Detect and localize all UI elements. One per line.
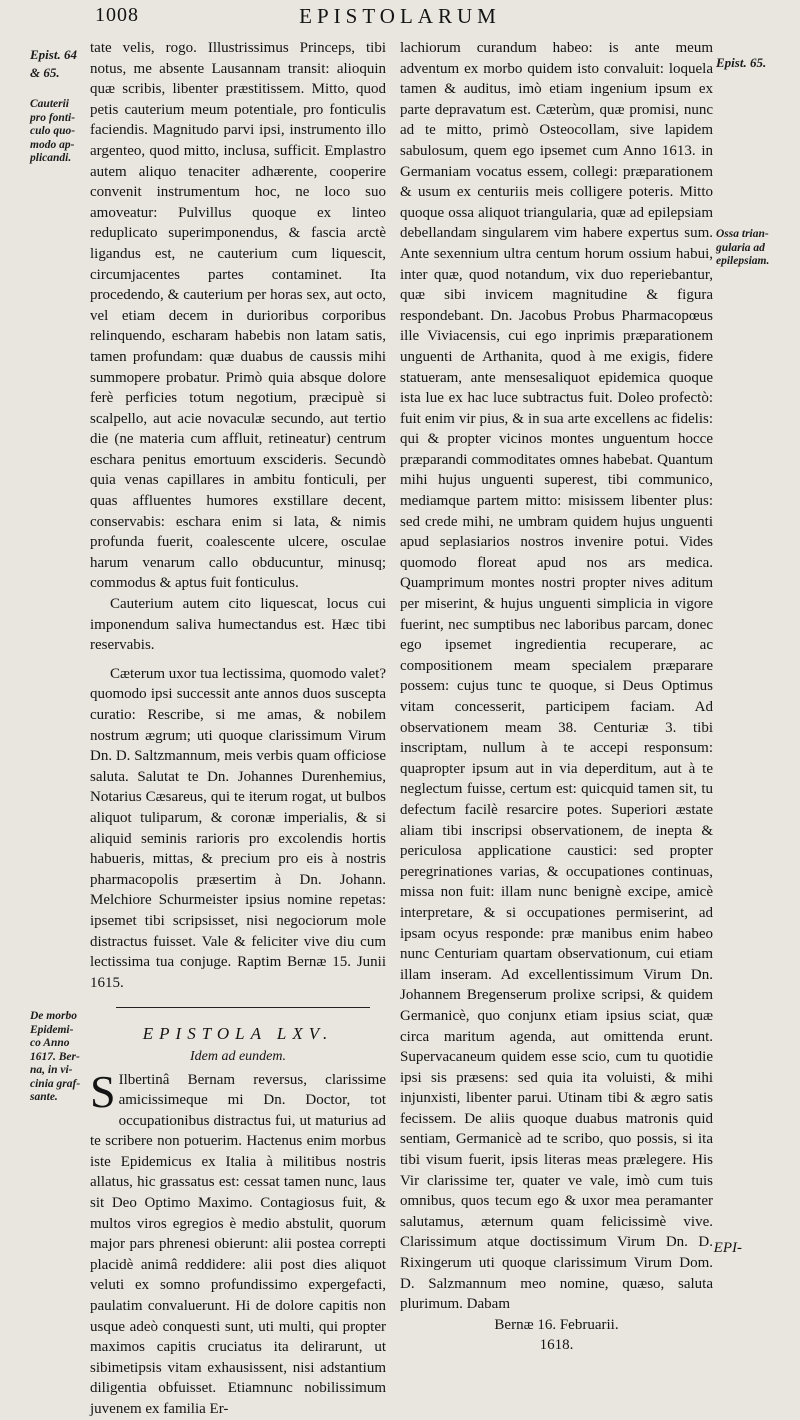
epistle-subtitle: Idem ad eundem. [189,1048,287,1064]
paragraph: Cauterium autem cito liquescat, locus cui imponendum saliva humectandus est. Hæc tibi reservabis. [90,596,386,654]
epistle-title: EPISTOLA LXV. [142,1024,334,1044]
page-number: 1008 [95,4,139,26]
margin-note-epistle-ref: Epist. 64 & 65. [30,47,77,80]
drop-cap: S [90,1065,116,1117]
dateline: Bernæ 16. Februarii. [494,1316,619,1333]
right-column [400,38,713,1356]
paragraph: tate velis, rogo. Illustrissimus Princeps, tibi notus, me absente Lausannam transit: alioquin quæ scribis, libenter præstitissem. Mitto, quod petis cauterium meum potentiale, pro fonticulis faciendis. Magnitudo parvi ipsi, instrumento illo argenteo, quod mitto, inclusa, sufficit. Emplastro autem aliquo tenaciter adhærente, cooperire convenit instrumentum hoc, ne loco suo amoveatur: Pulvillus quoque ex linteo reduplicato superimponendus, & fascia arctè ligandus est, ne cauterium cum liquescit, circumjacentes partes contaminet. Ita procedendo, & cauterium per horas sex, aut octo, vel etiam decem in durioribus corporibus relinquendo, escharam habebis non latam satis, tamen profundam: quæ duabus de caussis mihi summopere probatur. Primò quia absque dolore ferè perficies totum negotium, præcipuè si scalpello, aut acie novaculæ secundo, aut tertio die (ne materia cum affluit, retineatur) centrum eschara penitus emortuum exscideris. Secundò quia venas capillares in ambitu fonticuli, per quas affluentes humores exstillare decent, conservabis: eschara enim si lata, & nimis profunda fuerit, coalescente ulcere, osculae harum venarum callo obducuntur, minusq; commodus & aptus fuit fonticulus. [90,40,386,592]
margin-note-epistle-ref-right: Epist. 65. [716,55,767,70]
paragraph: lachiorum curandum habeo: is ante meum adventum ex morbo quidem isto convaluit: loquela tamen & auditus, imò etiam ingenium ipsum ex parte depravatum est. Cæterùm, quæ promisi, nunc ad te mitto, primò Osteocollam, sive lapidem sabulosum, quem ego ipsemet cum Anno 1613. in Germaniam vocatus essem, collegi: præparationem & usum ex centuriis meis colligere poteris. Mitto quoque ossa aliquot triangularia, quæ ad epilepsiam debellandam singularem vim habere expertus sum. Ante sexennium ultra centum horum ossium habui, inter quæ, quod notandum, vix duo reperiebantur, quæ sibi invicem magnitudine & figura respondebant. Dn. Jacobus Probus Pharmacopœus ille Viviacensis, cui ego inprimis præparationem unguenti de Arthanita, quod à me exigis, fidere statueram, ante mensesaliquot epidemica quoque ista lue ex hac luce subtractus fuit. Doleo profectò: fuit enim vir pius, & in sua arte excellens ac fidelis: qui & propter vicinos montes unguentum hocce præparandi commoditates omnes habebat. Quantum mihi hujus unguenti superest, tibi communico, mediamque partem mitto: misissem libenter plus: sed crede mihi, ne umbram quidem hujus unguenti apud seplasiarios nostros invenire potui. Vides quomodo floreat apud nos ars medica. Quamprimum montes nostri propter nives aditum per miserint, & hujus unguenti simplicia in vigore fuerint, nec sumptibus nec laboribus parcam, donec ego ipsemet ingredientia recuperare, ac compositionem meam specialem præparare possem: cujus tunc te quoque, si Deus Optimus vitam concesserit, participem faciam. Ad observationem meam 38. Centuriæ 3. tibi inscriptam, nullum à te accepi responsum: quapropter ipsum aut in via deperditum, aut à te neglectum fuisse, certum est: quicquid tamen sit, tu defectum facilè resarcire potes. Superiori æstate aliam tibi inscripsi observationem, de inepta & periculosa applicatione caustici: sed propter peregrinationes varias, & occupationes continuas, missa non fuit: illam nunc benignè excipe, amicè interpretare, & si occupationes permiserint, ad ipsam ocyus responde: præ manibus enim habeo nunc Centuriam quartam observationum, cui etiam illam inseram. Ad excellentissimum Virum Dn. Johannem Bregenserum prolixe scripsi, & quidem Germanicè, quo conjunx etiam ipsius sciat, quæ circa maritum agenda, aut omittenda erunt. Supervacaneum quidem esse scio, cum tu quotidie ipsi sis præsens: sed quia ita voluisti, & mihi injunxisti, libenter parui. Utinam tibi & ægro satis fecissem. De aliis quoque duabus matronis quid sentiam, Germanicè ad te scribo, quo possis, si ita tibi visum fuerit, ipsis literas meas prælegere. His Vir clarissime ter, quater ve vale, imò cum tuis omnibus, quos tecum ego & uxor mea peramanter salutamus, æternum quam felicissimè vive. Clarissimum atque doctissimum Virum Dn. D. Rixingerum uti quoque clarissimum Virum Dom. D. Salzmannum meo nomine, quæso, saluta plurimum. Dabam [400,40,713,1313]
paragraph: Ilbertinâ Bernam reversus, clarissime amicissimeque mi Dn. Doctor, tot occupationibus distractus fui, ut maturius ad te scribere non potuerim. Hactenus enim morbus iste Epidemicus ex Italia à militibus nostris allatus, hic grassatus est: cessat tamen nunc, laus sit Deo Optimo Maximo. Contagiosus fuit, & multos viros egregios è medio abstulit, quorum major pars phrenesi obierunt: alii postea correpti placidè animâ reddidere: alii post dies aliquot veluti ex somno profundissimo expergefacti, paulatim convaluerunt. Hi de dolore capitis non usque adeò conquesti sunt, uti multi, qui propter maximos capitis cruciatus ita delirarunt, ut sibimetipsis vitam exhausissent, nisi adstantium diligentia obfuisset. Etiamnunc nobilissimum juvenem ex familia Er- [90,1071,386,1417]
paragraph: Cæterum uxor tua lectissima, quomodo valet? quomodo ipsi successit ante annos duos suscepta curatio: Rescribe, si me amas, & nobilem nostrum ægrum; uti quoque clarissimum Virum Dn. D. Saltzmannum, meis verbis quam officiose saluta. Salutat te Dn. Johannes Durenhemius, Notarius Cæsareus, qui te iterum rogat, ut bulbos aliquot tuliparum, & coronæ imperialis, & si aliquid seminis rarioris pro excolendis hortis habueris, mittas, & precium pro eis à nostris pharmacopolis præsertim à Dn. Johann. Melchiore Schurmeister ipsius nomine repetas: ipsemet tibi scripsisset, nisi negociorum mole distractus fuisset. Vale & feliciter vive diu cum lectissima tua conjuge. Raptim Bernæ 15. Junii 1615. [90,665,386,991]
left-column [90,38,386,1420]
catchword: EPI- [713,1240,742,1256]
margin-note-ossa: Ossa trian- gularia ad epilepsiam. [716,228,770,267]
section-divider [116,1007,370,1008]
running-title: EPISTOLARUM [299,4,501,28]
year: 1618. [539,1337,574,1354]
margin-note-morbo: De morbo Epidemi- co Anno 1617. Ber- na, in vi- cinia graf- sante. [30,1010,81,1103]
margin-note-cauterii: Cauterii pro fonti- culo quo- modo ap- plicandi. [30,98,76,164]
